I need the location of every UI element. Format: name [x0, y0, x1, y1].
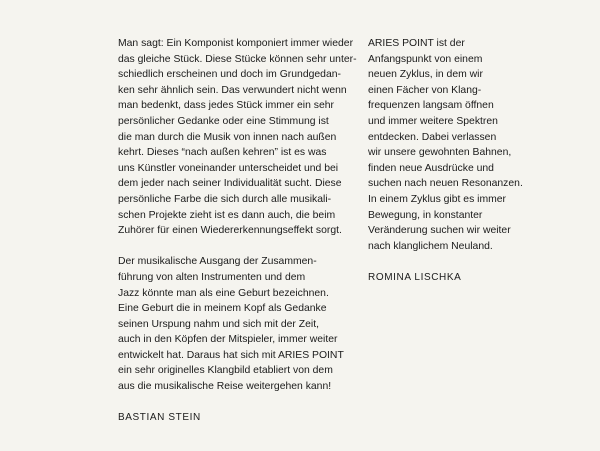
- text-line: das gleiche Stück. Diese Stücke können sehr unter-: [118, 53, 357, 65]
- text-line: einen Fächer von Klang-: [368, 84, 482, 96]
- text-line: Zuhörer für einen Wiedererkennungseffekt sorgt.: [118, 225, 342, 237]
- text-line: aus die musikalische Reise weitergehen kann!: [118, 381, 332, 393]
- text-line: Bewegung, in konstanter: [368, 209, 483, 221]
- text-line: schiedlich erscheinen und doch im Grundgedan-: [118, 69, 341, 81]
- text-line: man bedenkt, dass jedes Stück immer ein sehr: [118, 100, 334, 112]
- text-line: entdecken. Dabei verlassen: [368, 131, 497, 143]
- text-line: schen Projekte zieht ist es dann auch, die beim: [118, 209, 336, 221]
- text-line: ARIES POINT ist der: [368, 38, 465, 49]
- text-line: finden neue Ausdrücke und: [368, 162, 494, 174]
- text-line: In einem Zyklus gibt es immer: [368, 193, 507, 205]
- paragraph-gap: [368, 254, 528, 270]
- text-line: persönliche Farbe die sich durch alle musikali-: [118, 193, 332, 205]
- right-text-column: [368, 36, 528, 286]
- text-line: Veränderung suchen wir weiter: [368, 225, 511, 237]
- text-line: uns Künstler voneinander unterscheidet und bei: [118, 162, 339, 174]
- text-line: und immer weitere Spektren: [368, 115, 498, 127]
- text-line: wir unsere gewohnten Bahnen,: [368, 147, 512, 159]
- text-line: Der musikalische Ausgang der Zusammen-: [118, 256, 317, 268]
- left-paragraph-2: [118, 254, 354, 394]
- paragraph-gap: [118, 239, 354, 255]
- text-line: frequenzen langsam öffnen: [368, 100, 494, 112]
- text-line: dem jeder nach seiner Individualität sucht. Diese: [118, 178, 342, 190]
- text-line: ein sehr originelles Klangbild etabliert von dem: [118, 365, 333, 377]
- text-line: nach klanglichem Neuland.: [368, 240, 493, 252]
- paragraph-gap: [118, 395, 354, 411]
- left-paragraph-1: [118, 36, 357, 239]
- text-line: kehrt. Dieses “nach außen kehren” ist es was: [118, 147, 327, 159]
- text-line: Eine Geburt die in meinem Kopf als Gedanke: [118, 303, 327, 315]
- text-line: neuen Zyklus, in dem wir: [368, 69, 483, 81]
- text-line: Jazz könnte man als eine Geburt bezeichnen.: [118, 287, 329, 299]
- text-line: Man sagt: Ein Komponist komponiert immer wieder: [118, 38, 354, 49]
- right-paragraph-1: [368, 36, 528, 254]
- text-line: ken sehr ähnlich sein. Das verwundert nicht wenn: [118, 84, 347, 96]
- author-signature: ROMINA LISCHKA: [368, 271, 462, 283]
- text-line: Anfangspunkt von einem: [368, 53, 483, 65]
- text-line: führung von alten Instrumenten und dem: [118, 271, 306, 283]
- text-line: auch in den Köpfen der Mitspieler, immer weiter: [118, 334, 338, 346]
- text-line: seinen Urspung nahm und sich mit der Zeit,: [118, 318, 319, 330]
- author-signature: BASTIAN STEIN: [118, 412, 201, 424]
- text-line: suchen nach neuen Resonanzen.: [368, 178, 523, 190]
- left-text-column: [118, 36, 357, 426]
- text-line: persönlicher Gedanke oder eine Stimmung ist: [118, 115, 329, 127]
- text-line: entwickelt hat. Daraus hat sich mit ARIES POINT: [118, 349, 344, 361]
- text-line: die man durch die Musik von innen nach außen: [118, 131, 337, 143]
